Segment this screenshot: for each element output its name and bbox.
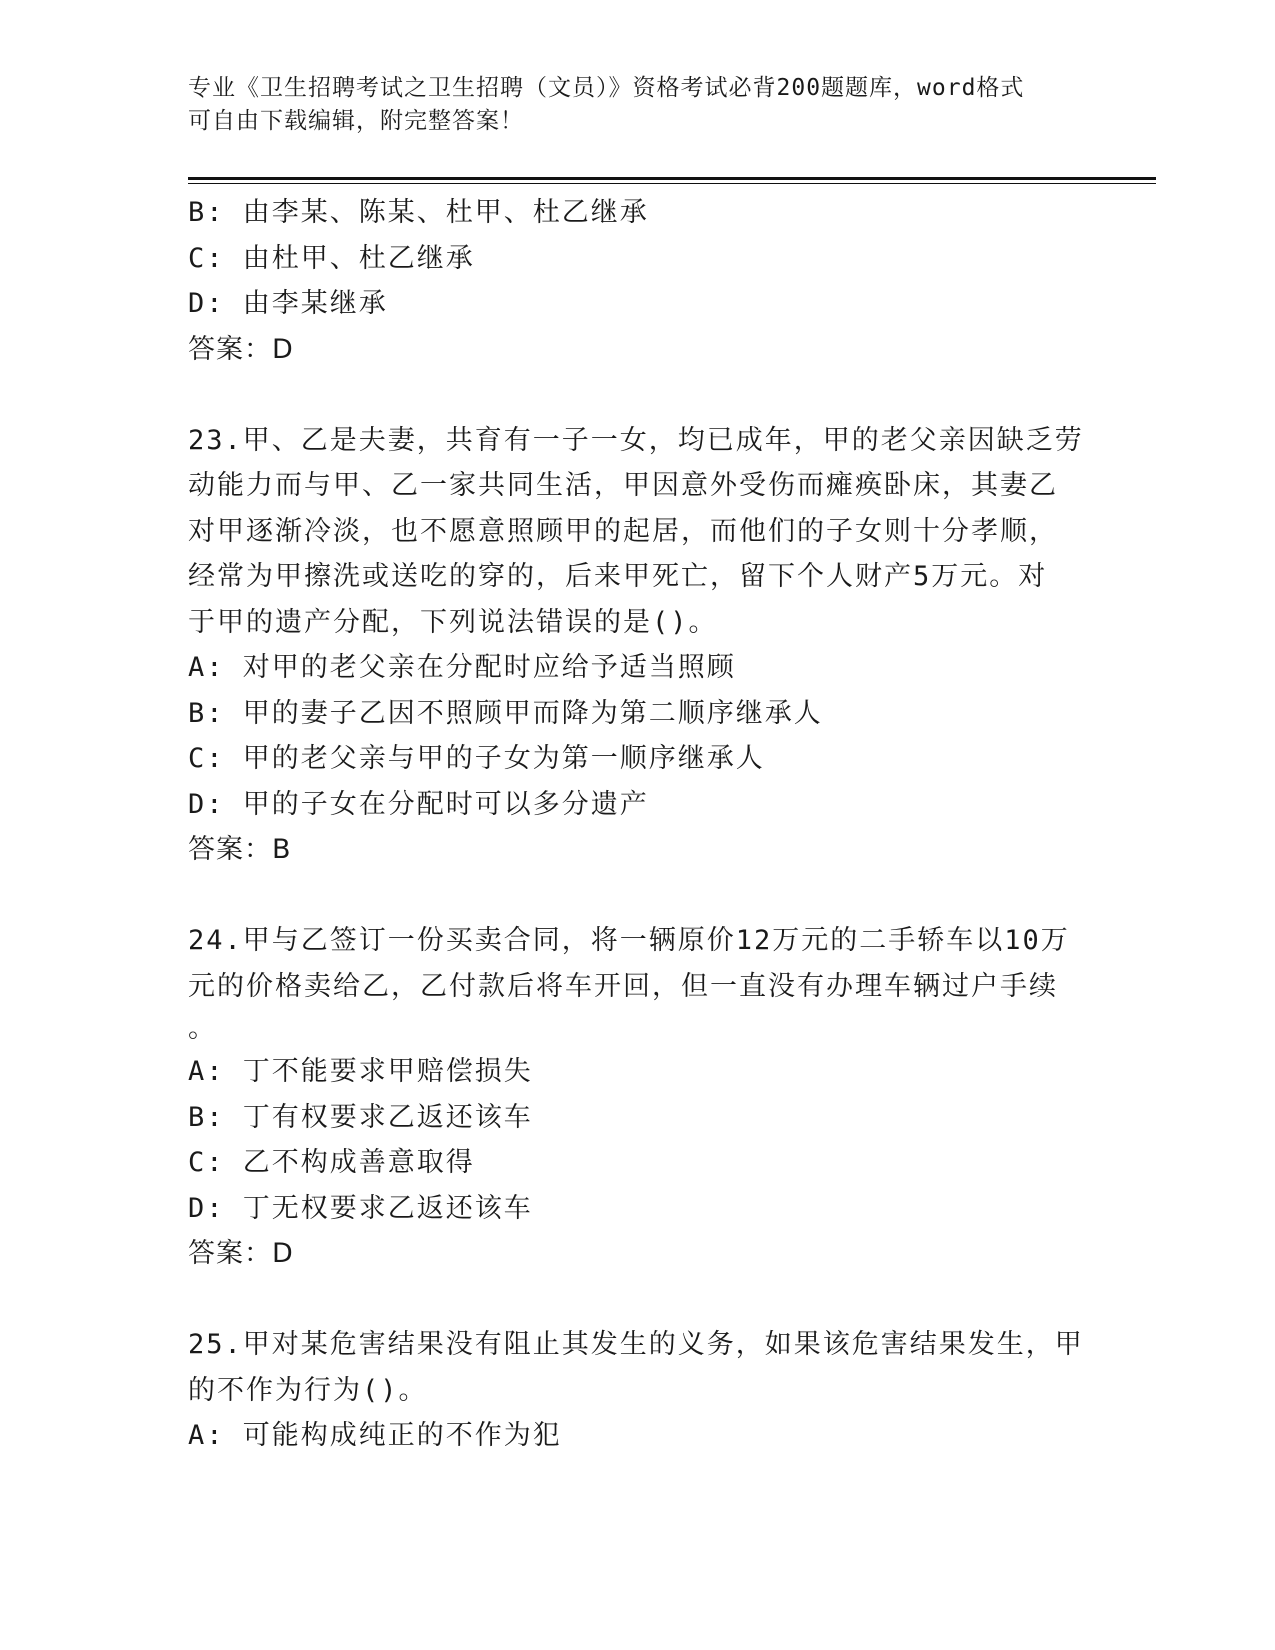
option-d: D: 甲的子女在分配时可以多分遗产 (188, 788, 649, 820)
spacer (188, 372, 1088, 418)
question-stem-line: 25.甲对某危害结果没有阻止其发生的义务，如果该危害结果发生，甲 (188, 1329, 1084, 1360)
question-stem-line: 动能力而与甲、乙一家共同生活，甲因意外受伤而瘫痪卧床，其妻乙 (188, 470, 1058, 501)
header-divider-thick (188, 177, 1156, 180)
option-a: A: 对甲的老父亲在分配时应给予适当照顾 (188, 652, 736, 683)
question-stem-line: 24.甲与乙签订一份买卖合同，将一辆原价12万元的二手轿车以10万 (188, 925, 1070, 956)
option-b: B: 丁有权要求乙返还该车 (188, 1101, 533, 1133)
question-stem-line: 元的价格卖给乙，乙付款后将车开回，但一直没有办理车辆过户手续 (188, 970, 1058, 1002)
option-a: A: 可能构成纯正的不作为犯 (188, 1420, 562, 1451)
answer-label: 答案：D (188, 1238, 294, 1269)
question-stem-line: 。 (188, 1013, 217, 1044)
document-body (188, 190, 1088, 1459)
option-b: B: 由李某、陈某、杜甲、杜乙继承 (188, 197, 649, 228)
question-stem-line: 于甲的遗产分配，下列说法错误的是()。 (188, 606, 718, 638)
question-25 (188, 1322, 1088, 1459)
header-divider-thin (188, 183, 1156, 184)
option-d: D: 由李某继承 (188, 288, 388, 319)
option-a: A: 丁不能要求甲赔偿损失 (188, 1056, 533, 1087)
header-title-line-1: 专业《卫生招聘考试之卫生招聘（文员）》资格考试必背200题题库，word格式 (188, 75, 1025, 101)
question-24 (188, 918, 1088, 1277)
spacer (188, 1277, 1088, 1323)
option-b: B: 甲的妻子乙因不照顾甲而降为第二顺序继承人 (188, 697, 823, 729)
option-c: C: 由杜甲、杜乙继承 (188, 242, 475, 274)
question-23 (188, 418, 1088, 873)
spacer (188, 873, 1088, 919)
question-stem-line: 的不作为行为()。 (188, 1374, 428, 1406)
answer-label: 答案：D (188, 333, 294, 365)
question-stem-line: 对甲逐渐冷淡，也不愿意照顾甲的起居，而他们的子女则十分孝顺， (188, 515, 1058, 547)
option-c: C: 乙不构成善意取得 (188, 1147, 475, 1178)
question-22-continuation (188, 190, 1088, 372)
option-d: D: 丁无权要求乙返还该车 (188, 1192, 533, 1224)
header-title-line-2: 可自由下载编辑，附完整答案！ (188, 108, 524, 134)
answer-label: 答案：B (188, 834, 292, 865)
question-stem-line: 23.甲、乙是夫妻，共育有一子一女，均已成年，甲的老父亲因缺乏劳 (188, 424, 1084, 456)
question-stem-line: 经常为甲擦洗或送吃的穿的，后来甲死亡，留下个人财产5万元。对 (188, 561, 1048, 592)
option-c: C: 甲的老父亲与甲的子女为第一顺序继承人 (188, 743, 765, 774)
document-header (188, 72, 1068, 138)
